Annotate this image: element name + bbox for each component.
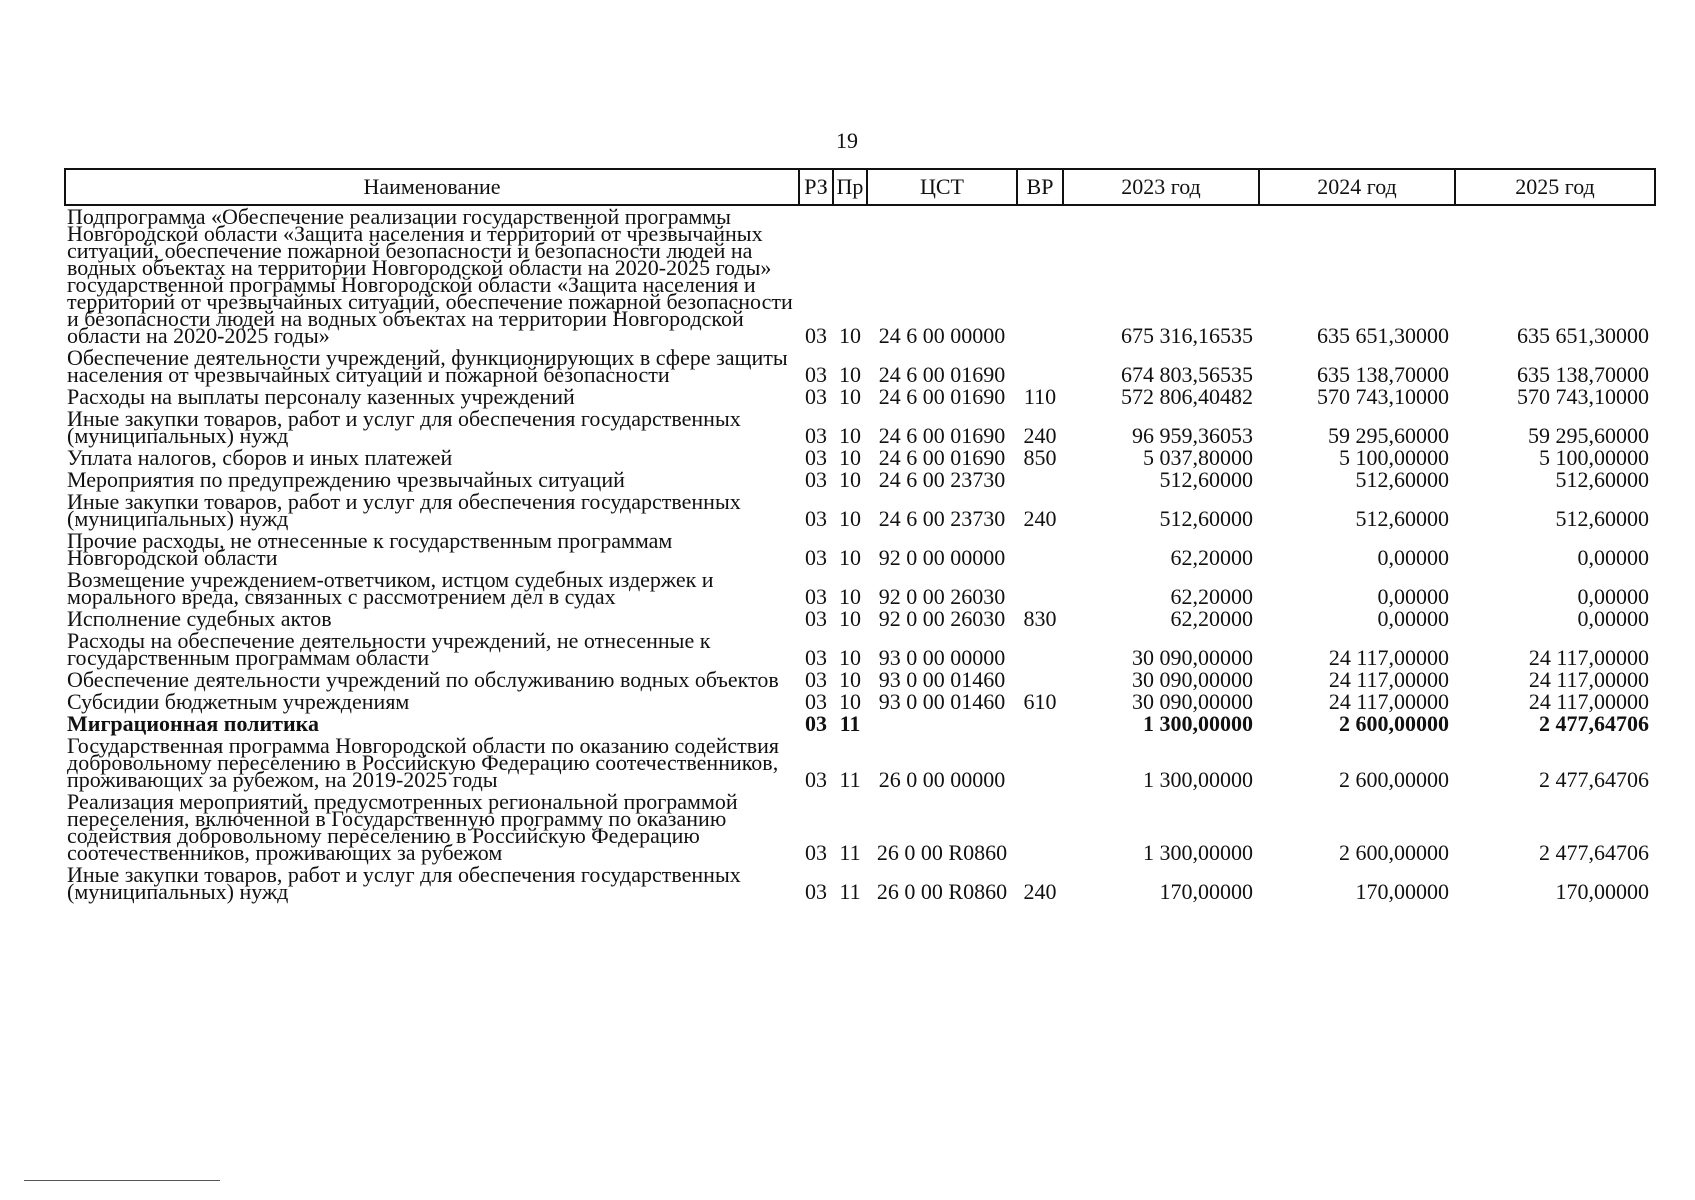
cell-y2025: 2 477,64706 [1539, 840, 1649, 865]
cell-cst: 93 0 00 01460 [878, 667, 1006, 692]
cell-y2023: 1 300,00000 [1143, 711, 1253, 736]
cell-y2025: 0,00000 [1577, 584, 1649, 609]
cell-name: Обеспечение деятельности учреждений по обслуживанию водных объектов [67, 667, 779, 692]
cell-y2023: 30 090,00000 [1132, 667, 1253, 692]
cell-y2025: 0,00000 [1577, 606, 1649, 631]
cell-vr: 110 [1023, 384, 1057, 409]
table-row [65, 608, 1655, 630]
cell-name: Иные закупки товаров, работ и услуг для обеспечения государственных (муниципальных) нужд [67, 489, 741, 531]
cell-y2025: 512,60000 [1555, 467, 1649, 492]
cell-pr: 10 [839, 467, 861, 492]
cell-pr: 10 [839, 362, 861, 387]
cell-rz: 03 [805, 323, 827, 348]
header-rz: РЗ [799, 169, 833, 205]
cell-y2025: 5 100,00000 [1539, 445, 1649, 470]
table-row [65, 713, 1655, 735]
cell-y2025: 24 117,00000 [1528, 689, 1649, 714]
cell-y2024: 59 295,60000 [1328, 423, 1449, 448]
cell-y2023: 674 803,56535 [1121, 362, 1253, 387]
cell-y2023: 62,20000 [1170, 545, 1253, 570]
cell-pr: 11 [839, 767, 861, 792]
cell-vr [1017, 735, 1063, 791]
cell-pr: 10 [839, 545, 861, 570]
cell-vr [1017, 630, 1063, 669]
cell-rz: 03 [805, 767, 827, 792]
cell-cst: 24 6 00 23730 [878, 506, 1006, 531]
cell-y2025: 59 295,60000 [1528, 423, 1649, 448]
table-row [65, 791, 1655, 864]
cell-y2024: 635 138,70000 [1317, 362, 1449, 387]
cell-name: Исполнение судебных актов [67, 606, 332, 631]
table-row [65, 408, 1655, 447]
cell-rz: 03 [805, 584, 827, 609]
table-row [65, 205, 1655, 347]
cell-vr [1017, 469, 1063, 491]
cell-y2025: 2 477,64706 [1539, 711, 1649, 736]
cell-y2025: 170,00000 [1555, 879, 1649, 904]
cell-y2023: 30 090,00000 [1132, 689, 1253, 714]
cell-cst: 24 6 00 00000 [878, 323, 1006, 348]
cell-name: Расходы на выплаты персоналу казенных учреждений [67, 384, 575, 409]
cell-rz: 03 [805, 667, 827, 692]
cell-y2025: 635 651,30000 [1517, 323, 1649, 348]
cell-cst: 93 0 00 01460 [878, 689, 1006, 714]
cell-pr: 10 [839, 445, 861, 470]
cell-vr [1017, 347, 1063, 386]
cell-y2024: 0,00000 [1377, 584, 1449, 609]
cell-y2024: 0,00000 [1377, 606, 1449, 631]
cell-cst: 24 6 00 23730 [878, 467, 1006, 492]
cell-name: Прочие расходы, не отнесенные к государственным программам Новгородской области [67, 528, 673, 570]
table-row [65, 491, 1655, 530]
table-row [65, 569, 1655, 608]
cell-rz: 03 [805, 506, 827, 531]
cell-y2025: 24 117,00000 [1528, 645, 1649, 670]
cell-y2025: 2 477,64706 [1539, 767, 1649, 792]
cell-vr: 240 [1023, 879, 1057, 904]
cell-vr [1017, 569, 1063, 608]
cell-cst: 92 0 00 26030 [878, 584, 1006, 609]
cell-y2024: 635 651,30000 [1317, 323, 1449, 348]
cell-y2024: 170,00000 [1355, 879, 1449, 904]
header-2025: 2025 год [1455, 169, 1655, 205]
cell-y2025: 24 117,00000 [1528, 667, 1649, 692]
cell-y2023: 512,60000 [1159, 506, 1253, 531]
header-vr: ВР [1017, 169, 1063, 205]
cell-y2024: 24 117,00000 [1328, 689, 1449, 714]
table-row [65, 691, 1655, 713]
cell-name: Реализация мероприятий, предусмотренных региональной программой переселения, включенной в Государственную программу по оказанию содействия добровольному переселению в Российскую Федерацию соотечественников, проживающих за рубежом [67, 789, 738, 865]
cell-cst: 24 6 00 01690 [878, 423, 1006, 448]
cell-vr: 830 [1023, 606, 1057, 631]
cell-y2024: 0,00000 [1377, 545, 1449, 570]
header-cst: ЦСТ [867, 169, 1017, 205]
cell-vr: 850 [1023, 445, 1057, 470]
page-number: 19 [836, 128, 858, 153]
cell-y2024: 512,60000 [1355, 467, 1449, 492]
table-row [65, 669, 1655, 691]
cell-cst: 92 0 00 00000 [878, 545, 1006, 570]
table-row [65, 630, 1655, 669]
cell-y2023: 1 300,00000 [1143, 840, 1253, 865]
cell-y2023: 96 959,36053 [1132, 423, 1253, 448]
cell-pr: 10 [839, 645, 861, 670]
cell-y2023: 675 316,16535 [1121, 323, 1253, 348]
cell-y2024: 2 600,00000 [1339, 840, 1449, 865]
cell-y2024: 2 600,00000 [1339, 767, 1449, 792]
table-body [65, 205, 1655, 903]
cell-rz: 03 [805, 606, 827, 631]
cell-y2024: 2 600,00000 [1339, 711, 1449, 736]
cell-cst: 92 0 00 26030 [878, 606, 1006, 631]
cell-rz: 03 [805, 545, 827, 570]
cell-pr: 10 [839, 689, 861, 714]
cell-cst: 24 6 00 01690 [878, 445, 1006, 470]
cell-name: Расходы на обеспечение деятельности учреждений, не отнесенные к государственным программам области [67, 628, 711, 670]
table-row [65, 530, 1655, 569]
table-header-row [65, 169, 1655, 205]
cell-name: Уплата налогов, сборов и иных платежей [67, 445, 453, 470]
cell-vr [1017, 205, 1063, 347]
cell-rz: 03 [805, 362, 827, 387]
cell-cst: 93 0 00 00000 [878, 645, 1006, 670]
budget-table [64, 168, 1656, 903]
cell-cst [867, 713, 1017, 735]
cell-vr: 240 [1023, 423, 1057, 448]
cell-rz: 03 [805, 711, 827, 736]
cell-pr: 11 [839, 879, 861, 904]
cell-name: Обеспечение деятельности учреждений, функционирующих в сфере защиты населения от чрезвычайных ситуаций и пожарной безопасности [67, 345, 788, 387]
table-row [65, 735, 1655, 791]
cell-pr: 10 [839, 506, 861, 531]
cell-y2023: 512,60000 [1159, 467, 1253, 492]
cell-y2023: 5 037,80000 [1143, 445, 1253, 470]
cell-y2023: 62,20000 [1170, 606, 1253, 631]
cell-rz: 03 [805, 423, 827, 448]
header-2023: 2023 год [1063, 169, 1259, 205]
cell-cst: 26 0 00 R0860 [876, 879, 1008, 904]
cell-y2025: 0,00000 [1577, 545, 1649, 570]
cell-pr: 11 [839, 840, 861, 865]
cell-vr [1017, 791, 1063, 864]
cell-name: Субсидии бюджетным учреждениям [67, 689, 410, 714]
cell-y2024: 570 743,10000 [1317, 384, 1449, 409]
cell-y2023: 572 806,40482 [1121, 384, 1253, 409]
cell-rz: 03 [805, 467, 827, 492]
cell-name: Иные закупки товаров, работ и услуг для обеспечения государственных (муниципальных) нужд [67, 406, 741, 448]
header-2024: 2024 год [1259, 169, 1455, 205]
cell-y2023: 30 090,00000 [1132, 645, 1253, 670]
cell-cst: 26 0 00 R0860 [876, 840, 1008, 865]
cell-vr: 610 [1023, 689, 1057, 714]
cell-pr: 10 [839, 667, 861, 692]
cell-y2023: 1 300,00000 [1143, 767, 1253, 792]
header-pr: Пр [833, 169, 867, 205]
cell-rz: 03 [805, 384, 827, 409]
table-row [65, 447, 1655, 469]
cell-y2023: 170,00000 [1159, 879, 1253, 904]
cell-name: Подпрограмма «Обеспечение реализации государственной программы Новгородской области «Защита населения и территорий от чрезвычайных ситуаций, обеспечение пожарной безопасности и безопасности людей на водных объектах на территории Новгородской области на 2020-2025 годы» государственной программы Новгородской области «Защита населения и территорий от чрезвычайных ситуаций, обеспечение пожарной безопасности и безопасности людей на водных объектах на территории Новгородской области на 2020-2025 годы» [67, 204, 793, 348]
table-row [65, 347, 1655, 386]
cell-name: Государственная программа Новгородской области по оказанию содействия добровольному переселению в Российскую Федерацию соотечественников, проживающих за рубежом, на 2019-2025 годы [67, 733, 780, 792]
cell-pr: 10 [839, 384, 861, 409]
cell-vr [1017, 713, 1063, 735]
table-row [65, 469, 1655, 491]
cell-cst: 24 6 00 01690 [878, 362, 1006, 387]
cell-y2024: 24 117,00000 [1328, 667, 1449, 692]
cell-y2025: 635 138,70000 [1517, 362, 1649, 387]
cell-rz: 03 [805, 645, 827, 670]
cell-name: Мероприятия по предупреждению чрезвычайных ситуаций [67, 467, 625, 492]
footer-rule [24, 1180, 220, 1181]
cell-y2024: 24 117,00000 [1328, 645, 1449, 670]
cell-vr [1017, 669, 1063, 691]
cell-pr: 10 [839, 584, 861, 609]
cell-cst: 24 6 00 01690 [878, 384, 1006, 409]
cell-rz: 03 [805, 689, 827, 714]
cell-vr [1017, 530, 1063, 569]
cell-name: Иные закупки товаров, работ и услуг для обеспечения государственных (муниципальных) нужд [67, 862, 741, 904]
cell-y2024: 5 100,00000 [1339, 445, 1449, 470]
cell-pr: 10 [839, 606, 861, 631]
cell-y2024: 512,60000 [1355, 506, 1449, 531]
cell-vr: 240 [1023, 506, 1057, 531]
cell-pr: 10 [839, 423, 861, 448]
cell-rz: 03 [805, 445, 827, 470]
cell-rz: 03 [805, 879, 827, 904]
table-row [65, 386, 1655, 408]
cell-cst: 26 0 00 00000 [878, 767, 1006, 792]
cell-y2025: 512,60000 [1555, 506, 1649, 531]
cell-name: Возмещение учреждением-ответчиком, истцом судебных издержек и морального вреда, связанных с рассмотрением дел в судах [67, 567, 714, 609]
cell-name: Миграционная политика [67, 711, 320, 736]
cell-pr: 11 [839, 711, 861, 736]
cell-rz: 03 [805, 840, 827, 865]
cell-pr: 10 [839, 323, 861, 348]
cell-y2025: 570 743,10000 [1517, 384, 1649, 409]
cell-y2023: 62,20000 [1170, 584, 1253, 609]
header-name: Наименование [65, 169, 799, 205]
table-row [65, 864, 1655, 903]
